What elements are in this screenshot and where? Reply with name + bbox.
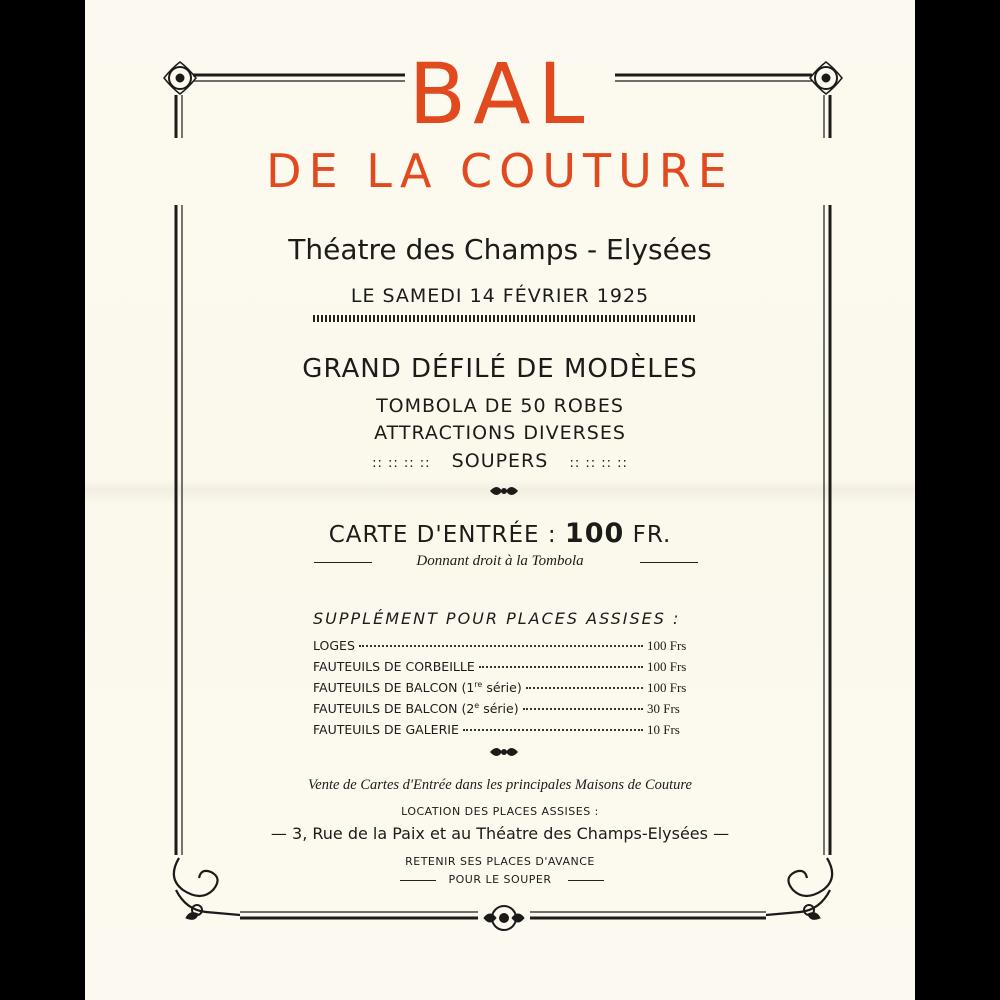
- price-row-value: 100 Frs: [647, 680, 687, 696]
- price-row-label: FAUTEUILS DE BALCON (1re série): [313, 680, 522, 696]
- price-row: [313, 722, 699, 743]
- location-address: — 3, Rue de la Paix et au Théatre des Champs-Elysées —: [270, 824, 730, 843]
- price-row: [313, 659, 699, 680]
- dot-leader: [523, 708, 643, 710]
- program-item-soupers-line: [0, 452, 1000, 471]
- program-item-attractions: ATTRACTIONS DIVERSES: [374, 422, 626, 444]
- title-de-la-couture: DE LA COUTURE: [266, 144, 734, 198]
- program-item-soupers: SOUPERS: [451, 450, 549, 472]
- ticket-sales-note: Vente de Cartes d'Entrée dans les principales Maisons de Couture: [308, 777, 692, 793]
- dot-leader: [463, 729, 643, 731]
- supplement-heading: SUPPLÉMENT POUR PLACES ASSISES :: [313, 609, 681, 628]
- entry-label: CARTE D'ENTRÉE :: [328, 522, 557, 548]
- price-row: [313, 638, 699, 659]
- supplement-price-list: [313, 638, 699, 743]
- location-heading: LOCATION DES PLACES ASSISES :: [401, 805, 599, 818]
- program-headline: GRAND DÉFILÉ DE MODÈLES: [302, 354, 698, 384]
- souper-note: POUR LE SOUPER: [448, 873, 552, 886]
- entry-price: 100: [564, 518, 625, 549]
- title-bal: BAL: [408, 45, 592, 143]
- dotted-divider: [313, 315, 697, 322]
- dash-souper-right: [568, 880, 604, 881]
- soupers-deco-right: :: :: :: ::: [569, 456, 628, 471]
- price-row-label: FAUTEUILS DE CORBEILLE: [313, 659, 475, 675]
- dot-leader: [359, 645, 643, 647]
- price-row: [313, 680, 699, 701]
- price-row-value: 100 Frs: [647, 659, 687, 675]
- bee-ornament-icon: [488, 744, 520, 760]
- reserve-note: RETENIR SES PLACES D'AVANCE: [405, 855, 595, 868]
- price-row-label: FAUTEUILS DE GALERIE: [313, 722, 459, 738]
- program-item-tombola: TOMBOLA DE 50 ROBES: [376, 395, 624, 417]
- event-date: LE SAMEDI 14 FÉVRIER 1925: [350, 285, 650, 307]
- bee-ornament-icon: [488, 483, 520, 499]
- price-row-value: 10 Frs: [647, 722, 680, 738]
- entry-note: Donnant droit à la Tombola: [416, 553, 584, 569]
- price-row-value: 100 Frs: [647, 638, 687, 654]
- entry-unit: FR.: [632, 522, 672, 548]
- venue-name: Théatre des Champs - Elysées: [288, 233, 712, 266]
- dot-leader: [526, 687, 643, 689]
- dot-leader: [479, 666, 643, 668]
- entry-card-line: [0, 520, 1000, 547]
- price-row-value: 30 Frs: [647, 701, 680, 717]
- dash-right: [640, 562, 698, 563]
- price-row: [313, 701, 699, 722]
- price-row-label: FAUTEUILS DE BALCON (2e série): [313, 701, 519, 717]
- soupers-deco-left: :: :: :: ::: [372, 456, 431, 471]
- price-row-label: LOGES: [313, 638, 355, 654]
